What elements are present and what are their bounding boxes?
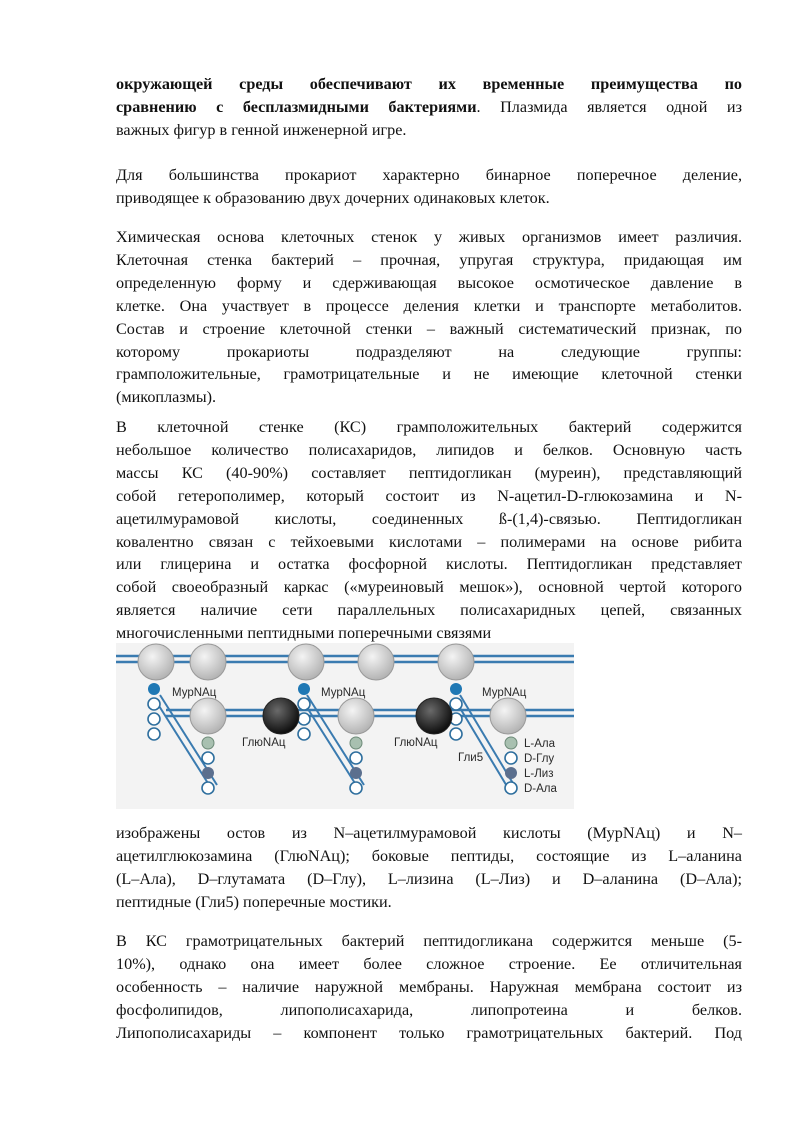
murnac-sugar xyxy=(490,698,526,734)
l-lys-node xyxy=(350,767,362,779)
bold-text: окружающей среды обеспечивают их временные преимущества по xyxy=(116,75,742,93)
murnac-sugar xyxy=(438,644,474,680)
d-glu-node xyxy=(350,752,362,764)
murnac-sugar xyxy=(138,644,174,680)
text-line: небольшое количество полисахаридов, липидов и белков. Основную часть xyxy=(116,440,742,459)
label-glcnac: ГлюNAц xyxy=(394,737,438,749)
text-line: 10%), однако она имеет более сложное строение. Ее отличительная xyxy=(116,954,742,973)
text-line: которому прокариоты подразделяют на следующие группы: xyxy=(116,342,742,361)
text-line: В КС грамотрицательных бактерий пептидогликана содержится меньше (5- xyxy=(116,932,742,950)
text-line xyxy=(116,119,742,142)
peptide-node xyxy=(298,698,310,710)
d-ala-node xyxy=(350,782,362,794)
d-ala-node xyxy=(505,782,517,794)
text-line: (микоплазмы). xyxy=(116,388,217,407)
murnac-sugar xyxy=(190,698,226,734)
text-line: клетке. Она участвует в процессе деления клетки и транспорте метаболитов. xyxy=(116,296,742,315)
text-line: или глицерина и остатка фосфорной кислоты. Пептидогликан представляет xyxy=(116,555,742,574)
glcnac-sugar xyxy=(358,644,394,680)
text-line: Липополисахариды – компонент только грамотрицательных бактерий. Под xyxy=(116,1023,742,1042)
text-line: пептидные (Гли5) поперечные мостики. xyxy=(116,892,392,911)
text-line: Клеточная стенка бактерий – прочная, упругая структура, придающая им xyxy=(116,250,742,269)
label-murnac: МурNAц xyxy=(321,687,366,699)
l-lys-node xyxy=(202,767,214,779)
paragraph-gram-negative-wall xyxy=(116,930,742,1045)
l-ala-node xyxy=(505,737,517,749)
text-run: . Плазмида является одной из xyxy=(476,97,742,116)
text-line: (L–Ала), D–глутамата (D–Глу), L–лизина (L–Лиз) и D–аланина (D–Ала); xyxy=(116,869,742,888)
peptide-node xyxy=(450,698,462,710)
label-d-glu: D-Глу xyxy=(524,753,555,765)
peptide-node xyxy=(148,698,160,710)
bold-text: сравнению с бесплазмидными бактериями xyxy=(116,97,477,116)
text-line: приводящее к образованию двух дочерних одинаковых клеток. xyxy=(116,188,550,207)
paragraph-cell-wall-chemistry xyxy=(116,226,742,409)
label-glcnac: ГлюNAц xyxy=(242,737,286,749)
phospho-node xyxy=(450,683,462,695)
text-line: определенную форму и сдерживающая высокое осмотическое давление в xyxy=(116,273,742,292)
text-line: собой своеобразный каркас («муреиновый мешок»), основной чертой которого xyxy=(116,578,742,597)
glcnac-sugar xyxy=(190,644,226,680)
label-d-ala: D-Ала xyxy=(524,783,557,795)
label-murnac: МурNAц xyxy=(482,687,527,699)
label-l-lys: L-Лиз xyxy=(524,768,554,780)
label-gly5: Гли5 xyxy=(458,752,484,764)
text-line: Химическая основа клеточных стенок у живых организмов имеет различия. xyxy=(116,228,742,246)
glcnac-sugar-dark xyxy=(416,698,452,734)
text-line: Состав и строение клеточной стенки – важный систематический признак, по xyxy=(116,319,742,338)
peptide-node xyxy=(148,713,160,725)
text-line: массы КС (40-90%) составляет пептидогликан (муреин), представляющий xyxy=(116,463,742,482)
peptide-node xyxy=(148,728,160,740)
paragraph-gram-positive-wall xyxy=(116,416,742,645)
text-line xyxy=(116,96,742,119)
peptidoglycan-diagram xyxy=(116,643,574,809)
peptide-node xyxy=(298,728,310,740)
paragraph-binary-division xyxy=(116,164,742,210)
d-ala-node xyxy=(202,782,214,794)
phospho-node xyxy=(148,683,160,695)
text-line xyxy=(116,73,742,96)
l-ala-node xyxy=(350,737,362,749)
peptide-node xyxy=(450,728,462,740)
murnac-sugar xyxy=(288,644,324,680)
paragraph-figure-caption xyxy=(116,822,742,914)
l-ala-node xyxy=(202,737,214,749)
text-line: многочисленными пептидными поперечными связями xyxy=(116,624,492,643)
text-line: фосфолипидов, липополисахарида, липопротеина и белков. xyxy=(116,1000,742,1019)
d-glu-node xyxy=(202,752,214,764)
text-line: ацетилглюкозамина (ГлюNAц); боковые пептиды, состоящие из L–аланина xyxy=(116,846,742,865)
paragraph-plasmid-advantage xyxy=(116,73,742,142)
peptide-node xyxy=(298,713,310,725)
text-line: Для большинства прокариот характерно бинарное поперечное деление, xyxy=(116,166,742,184)
glcnac-sugar-dark xyxy=(263,698,299,734)
text-line: собой гетерополимер, который состоит из N-ацетил-D-глюкозамина и N- xyxy=(116,486,742,505)
label-murnac: МурNAц xyxy=(172,687,217,699)
d-glu-node xyxy=(505,752,517,764)
text-line: является наличие сети параллельных полисахаридных цепей, связанных xyxy=(116,601,742,620)
text-run: важных фигур в генной инженерной игре. xyxy=(116,120,407,139)
text-line: изображены остов из N–ацетилмурамовой кислоты (МурNAц) и N– xyxy=(116,824,742,842)
murnac-sugar xyxy=(338,698,374,734)
l-lys-node xyxy=(505,767,517,779)
text-line: ацетилмурамовой кислоты, соединенных ß-(1,4)-связью. Пептидогликан xyxy=(116,509,742,528)
text-line: ковалентно связан с тейхоевыми кислотами – полимерами на основе рибита xyxy=(116,532,742,551)
label-l-ala: L-Ала xyxy=(524,738,556,750)
phospho-node xyxy=(298,683,310,695)
text-line: грамположительные, грамотрицательные и не имеющие клеточной стенки xyxy=(116,365,742,384)
text-line: особенность – наличие наружной мембраны. Наружная мембрана состоит из xyxy=(116,977,742,996)
text-line: В клеточной стенке (КС) грамположительных бактерий содержится xyxy=(116,418,742,436)
